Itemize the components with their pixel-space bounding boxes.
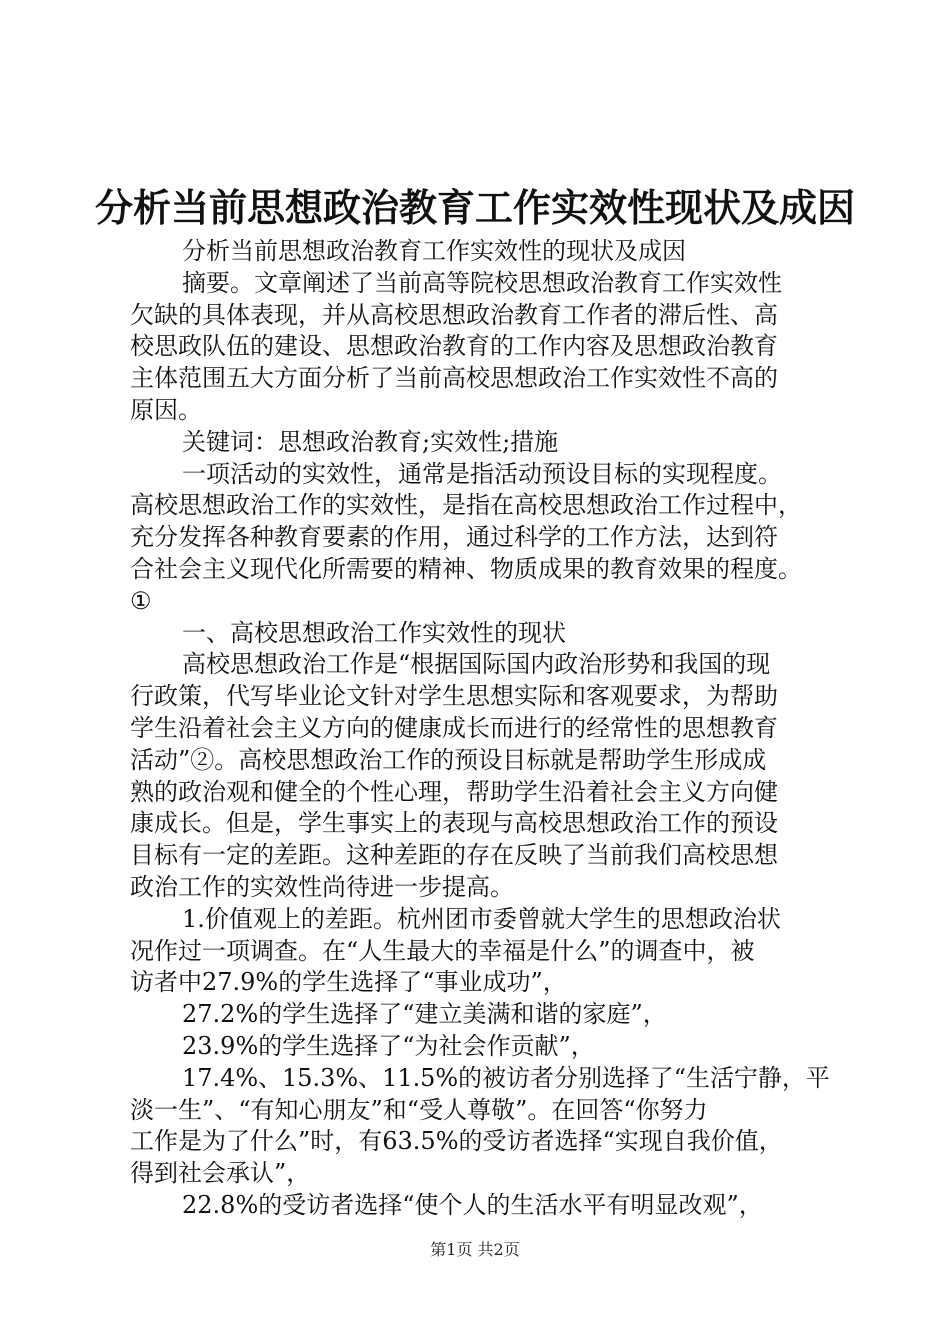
text-line: 关键词：思想政治教育;实效性;措施 (182, 427, 559, 456)
text-line: 27.2%的学生选择了“建立美满和谐的家庭”， (182, 1000, 667, 1029)
text-line: 23.9%的学生选择了“为社会作贡献”， (182, 1031, 595, 1060)
text-line: 原因。 (130, 395, 202, 424)
text-line: 访者中27.9%的学生选择了“事业成功”， (130, 968, 567, 997)
text-line: 22.8%的受访者选择“使个人的生活水平有明显改观”， (182, 1190, 763, 1219)
text-line: 充分发挥各种教育要素的作用，通过科学的工作方法，达到符 (130, 523, 778, 552)
text-line: 康成长。但是，学生事实上的表现与高校思想政治工作的预设 (130, 809, 778, 838)
text-line: 政治工作的实效性尚待进一步提高。 (130, 872, 514, 901)
text-line: 学生沿着社会主义方向的健康成长而进行的经常性的思想教育 (130, 713, 778, 742)
text-line: 一项活动的实效性，通常是指活动预设目标的实现程度。 (182, 459, 782, 488)
text-line: 校思政队伍的建设、思想政治教育的工作内容及思想政治教育 (130, 332, 778, 361)
document-title: 分析当前思想政治教育工作实效性现状及成因 (94, 185, 855, 230)
text-line: ① (130, 586, 152, 615)
text-line: 主体范围五大方面分析了当前高校思想政治工作实效性不高的 (130, 364, 778, 393)
text-line: 行政策，代写毕业论文针对学生思想实际和客观要求，为帮助 (130, 682, 778, 711)
text-line: 熟的政治观和健全的个性心理，帮助学生沿着社会主义方向健 (130, 777, 778, 806)
text-line: 活动”②。高校思想政治工作的预设目标就是帮助学生形成成 (130, 745, 767, 774)
text-line: 高校思想政治工作是“根据国际国内政治形势和我国的现 (182, 650, 771, 679)
text-line: 淡一生”、“有知心朋友”和“受人尊敬”。在回答“你努力 (130, 1095, 708, 1124)
text-line: 一、高校思想政治工作实效性的现状 (182, 618, 566, 647)
text-line: 合社会主义现代化所需要的精神、物质成果的教育效果的程度。 (130, 554, 802, 583)
text-line: 得到社会承认”， (130, 1159, 311, 1188)
text-line: 分析当前思想政治教育工作实效性的现状及成因 (182, 237, 686, 265)
text-line: 欠缺的具体表现，并从高校思想政治教育工作者的滞后性、高 (130, 300, 778, 329)
text-line: 17.4%、15.3%、11.5%的被访者分别选择了“生活宁静，平 (182, 1063, 830, 1092)
text-line: 况作过一项调查。在“人生最大的幸福是什么”的调查中，被 (130, 936, 755, 965)
page-footer: 第1页 共2页 (430, 1240, 520, 1259)
text-line: 目标有一定的差距。这种差距的存在反映了当前我们高校思想 (130, 841, 778, 870)
text-line: 工作是为了什么”时，有63.5%的受访者选择“实现自我价值， (130, 1127, 783, 1156)
text-line: 摘要。文章阐述了当前高等院校思想政治教育工作实效性 (182, 268, 782, 297)
text-line: 1.价值观上的差距。杭州团市委曾就大学生的思想政治状 (182, 904, 781, 933)
text-line: 高校思想政治工作的实效性，是指在高校思想政治工作过程中， (130, 491, 802, 520)
document-body (130, 236, 830, 1222)
